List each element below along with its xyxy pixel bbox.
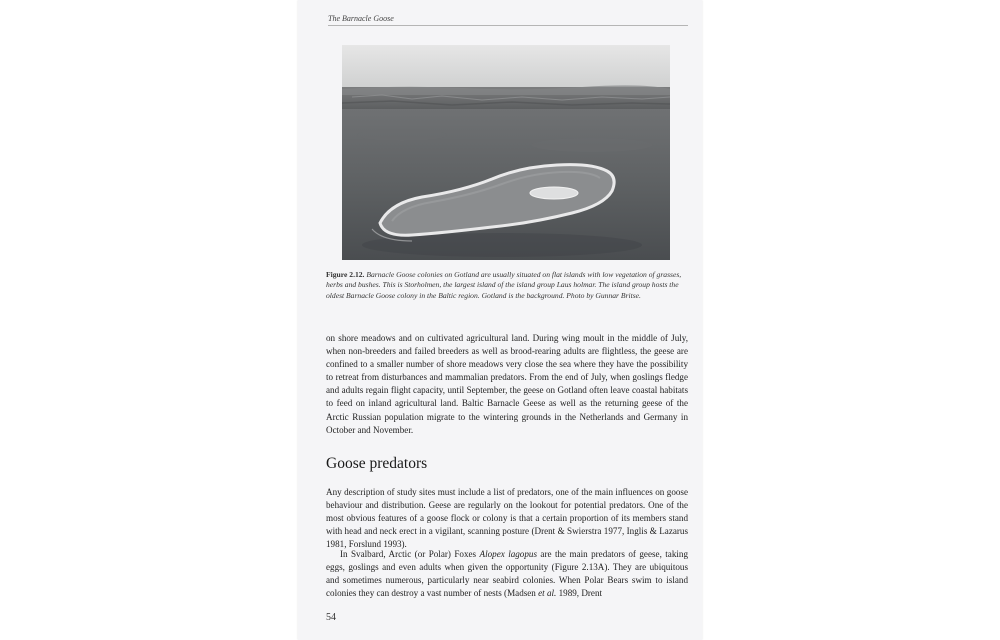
para3-text-3: 1989, Drent <box>556 588 603 599</box>
page-number: 54 <box>326 612 336 623</box>
figure-caption-text: Barnacle Goose colonies on Gotland are usually situated on flat islands with low vegetation of grasses, herbs and bushes. This is Storholmen, the largest island of the island group Laus holmar. The island group hosts the oldest Barnacle Goose colony in the Baltic region. Gotland is the background. Photo by Gunnar Britse. <box>326 270 682 300</box>
aerial-island-photo <box>342 45 670 260</box>
para3-text-1: In Svalbard, Arctic (or Polar) Foxes <box>340 549 480 559</box>
para3-text-2: are the main predators of geese, taking eggs, goslings and even adults when given the opportunity (Figure 2.13A). They are ubiquitous and sometimes numerous, particularly near seabird colonies. When Polar Bears swim to island colonies they can destroy a vast number of nests (Madsen <box>326 549 688 599</box>
et-al: et al. <box>538 588 557 599</box>
book-page <box>298 0 702 640</box>
section-heading: Goose predators <box>326 455 428 472</box>
species-name: Alopex lagopus <box>479 549 537 559</box>
figure-caption <box>326 270 688 301</box>
body-paragraph-3 <box>326 548 688 600</box>
running-head: The Barnacle Goose <box>328 14 688 26</box>
figure-label: Figure 2.12. <box>326 270 365 279</box>
body-paragraph-1: on shore meadows and on cultivated agricultural land. During wing moult in the middle of July, when non-breeders and failed breeders as well as brood-rearing adults are flightless, the geese are confined to a smaller number of shore meadows very close the sea where they have the possibility to retreat from disturbances and mammalian predators. From the end of July, when goslings fledge and adults regain flight capacity, until September, the geese on Gotland often leave coastal habitats to feed on inland agricultural land. Baltic Barnacle Geese as well as the returning geese of the Arctic Russian population migrate to the wintering grounds in the Netherlands and Germany in October and November. <box>326 333 688 435</box>
body-paragraph-2: Any description of study sites must include a list of predators, one of the main influences on goose behaviour and distribution. Geese are regularly on the lookout for potential predators. One of the most obvious features of a goose flock or colony is that a certain proportion of its members stand with head and neck erect in a vigilant, scanning posture (Drent & Swierstra 1977, Inglis & Lazarus 1981, Forslund 1993). <box>326 487 688 550</box>
